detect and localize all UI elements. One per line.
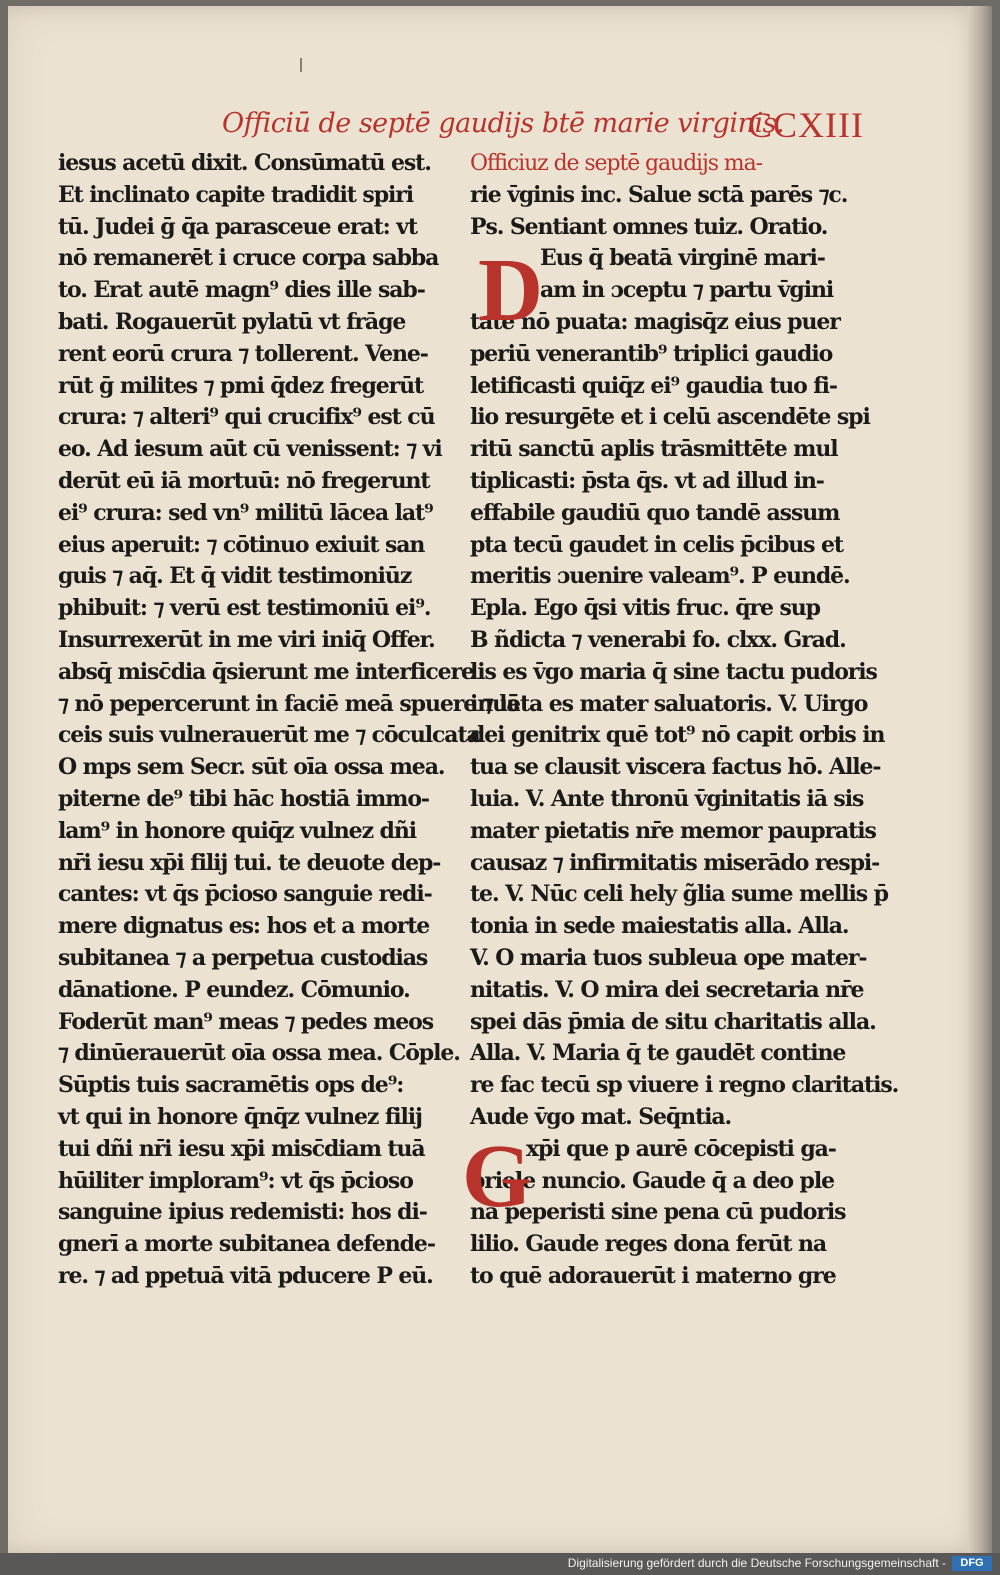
right-column-text-line: luia. V. Ante thronū v̄ginitatis iā sis — [470, 785, 864, 812]
left-column-text-line: ⁊ nō pepercerunt in faciē meā spuere ⁊ lā — [58, 690, 520, 717]
right-column-text-line: dei genitrix quē tot⁹ nō capit orbis in — [470, 722, 885, 749]
left-column-text-line: Et inclinato capite tradidit spiri — [58, 181, 413, 208]
left-column-text-line: rūt ḡ milites ⁊ pmi q̄dez fregerūt — [58, 372, 424, 399]
right-column-text-line: causaz ⁊ infirmitatis miserādo respi- — [470, 849, 880, 876]
dfg-logo: DFG — [952, 1556, 992, 1571]
right-column-text-line: xp̄i que p aurē cōcepisti ga- — [526, 1135, 836, 1162]
left-column-text-line: subitanea ⁊ a perpetua custodias — [58, 944, 428, 971]
left-column-text-line: hūiliter imploram⁹: vt q̄s p̄cioso — [58, 1167, 413, 1194]
left-column-text-line: bati. Rogauerūt pylatū vt frāge — [58, 308, 406, 335]
right-column-text-line: nitatis. V. O mira dei secretaria nr̄e — [470, 976, 864, 1003]
left-column-text-line: Sūptis tuis sacramētis ops de⁹: — [58, 1072, 404, 1099]
right-column-text-line: Officiuz de septē gaudijs ma- — [470, 151, 762, 176]
running-title: Officiū de septē gaudijs btē marie virginis. — [222, 108, 785, 139]
left-column-text-line: phibuit: ⁊ verū est testimoniū ei⁹. — [58, 595, 431, 622]
right-column-text-line: Aude v̄go mat. Seq̄ntia. — [470, 1103, 732, 1130]
right-column-text-line: briele nuncio. Gaude q̄ a deo ple — [470, 1167, 834, 1194]
right-column-text-line: lilio. Gaude reges dona ferūt na — [470, 1231, 827, 1258]
left-column-text-line: derūt eū iā mortuū: nō fregerunt — [58, 467, 430, 494]
left-column-text-line: mere dignatus es: hos et a morte — [58, 913, 430, 940]
footer-bar — [0, 1553, 1000, 1575]
left-column-text-line: iesus acetū dixit. Consūmatū est. — [58, 150, 431, 176]
right-column-text-line: periū venerantib⁹ triplici gaudio — [470, 340, 833, 367]
left-column-text-line: ⁊ dinūerauerūt oīa ossa mea. Cōple. — [58, 1040, 460, 1067]
left-column-text-line: tū. Judei ḡ q̄a parasceue erat: vt — [58, 213, 417, 240]
right-column-text-line: meritis ɔuenire valeam⁹. P eundē. — [470, 563, 850, 590]
left-column-text-line: re. ⁊ ad ppetuā vitā pducere P eū. — [58, 1262, 433, 1289]
right-column-text-line: Epla. Ego q̄si vitis fruc. q̄re sup — [470, 595, 820, 622]
right-column-text-line: effabile gaudiū quo tandē assum — [470, 499, 840, 526]
left-column-text-line: eius aperuit: ⁊ cōtinuo exiuit san — [58, 531, 425, 558]
right-column-text-line: V. O maria tuos subleua ope mater- — [470, 944, 867, 971]
right-column-text-line: Eus q̄ beatā virginē mari- — [540, 245, 825, 272]
left-column-text-line: ceis suis vulnerauerūt me ⁊ cōculcata — [58, 722, 480, 749]
initial-d: D — [478, 241, 543, 340]
left-column-text-line: Foderūt man⁹ meas ⁊ pedes meos — [58, 1008, 434, 1035]
left-column-text-line: eo. Ad iesum aūt cū venissent: ⁊ vi — [58, 436, 442, 463]
left-column-text-line: O mps sem Secr. sūt oīa ossa mea. — [58, 754, 445, 781]
left-column-text-line: cantes: vt q̄s p̄cioso sanguie redi- — [58, 881, 432, 908]
initial-g: G — [462, 1127, 533, 1226]
right-column-text-line: na peperisti sine pena cū pudoris — [470, 1199, 846, 1226]
left-column — [58, 148, 520, 1293]
right-column-text-line: rie v̄ginis inc. Salue sctā parēs ⁊c. — [470, 181, 848, 208]
right-column-text-line: tua se clausit viscera factus hō. Alle- — [470, 754, 881, 781]
right-column-text-line: tonia in sede maiestatis alla. Alla. — [470, 913, 849, 940]
right-column-text-line: am in ɔceptu ⁊ partu v̄gini — [540, 277, 834, 304]
right-column-text-line: lio resurgēte et i celū ascendēte spi — [470, 404, 870, 431]
folio-number: CCXIII — [748, 105, 864, 145]
left-column-text-line: tui dñi nr̄i iesu xp̄i misc̄diam tuā — [58, 1135, 425, 1162]
left-column-text-line: dānatione. P eundez. Cōmunio. — [58, 976, 410, 1003]
right-column-text-line: mater pietatis nr̄e memor paupratis — [470, 817, 876, 844]
left-column-text-line: sanguine ipius redemisti: hos di- — [58, 1199, 427, 1226]
left-column-text-line: nō remanerēt i cruce corpa sabba — [58, 245, 439, 272]
left-column-text-line: absq̄ misc̄dia q̄sierunt me interficere — [58, 658, 474, 685]
left-column-text-line: nr̄i iesu xp̄i filij tui. te deuote dep- — [58, 849, 441, 876]
paper-mark — [300, 58, 302, 72]
left-column-text-line: rent eorū crura ⁊ tollerent. Vene- — [58, 340, 428, 367]
left-column-text-line: guis ⁊ aq̄. Et q̄ vidit testimoniūz — [58, 563, 412, 590]
right-column-text-line: tiplicasti: p̄sta q̄s. vt ad illud in- — [470, 467, 824, 494]
left-column-text-line: to. Erat autē magn⁹ dies ille sab- — [58, 277, 425, 304]
right-column-text-line: B ñdicta ⁊ venerabi fo. clxx. Grad. — [470, 626, 846, 653]
left-column-text-line: crura: ⁊ alteri⁹ qui crucifix⁹ est cū — [58, 404, 435, 431]
right-column-text-line: inuēta es mater saluatoris. V. Uirgo — [470, 690, 868, 717]
right-column-text-line: pta tecū gaudet in celis p̄cibus et — [470, 531, 843, 558]
right-column-text-line: letificasti quiq̄z ei⁹ gaudia tuo fi- — [470, 372, 837, 399]
left-column-text-line: vt qui in honore q̄nq̄z vulnez filij — [58, 1103, 422, 1130]
right-column-text-line: tate nō puata: magisq̄z eius puer — [470, 308, 840, 335]
right-column-text-line: spei dās p̄mia de situ charitatis alla. — [470, 1008, 876, 1035]
right-column-text-line: lis es v̄go maria q̄ sine tactu pudoris — [470, 658, 877, 685]
footer-credit: Digitalisierung gefördert durch die Deutsche Forschungsgemeinschaft - — [567, 1556, 946, 1570]
right-column-text-line: te. V. Nūc celi hely g̃lia sume mellis p̄ — [470, 881, 888, 908]
right-column-text-line: re fac tecū sp viuere i regno claritatis. — [470, 1072, 899, 1099]
left-column-text-line: ei⁹ crura: sed vn⁹ militū lācea lat⁹ — [58, 499, 433, 526]
page-edge — [968, 6, 992, 1554]
left-column-text-line: gnerī a morte subitanea defende- — [58, 1231, 435, 1258]
left-column-text-line: lam⁹ in honore quiq̄z vulnez dñi — [58, 817, 416, 844]
right-column-text-line: ritū sanctū aplis trāsmittēte mul — [470, 436, 838, 463]
page-header — [222, 100, 872, 150]
left-column-text-line: Insurrexerūt in me viri iniq̄ Offer. — [58, 626, 435, 653]
right-column-text-line: to quē adorauerūt i materno gre — [470, 1262, 836, 1289]
left-column-text-line: piterne de⁹ tibi hāc hostiā immo- — [58, 785, 429, 812]
right-column-text-line: Ps. Sentiant omnes tuiz. Oratio. — [470, 213, 828, 240]
right-column-text-line: Alla. V. Maria q̄ te gaudēt contine — [470, 1040, 846, 1067]
